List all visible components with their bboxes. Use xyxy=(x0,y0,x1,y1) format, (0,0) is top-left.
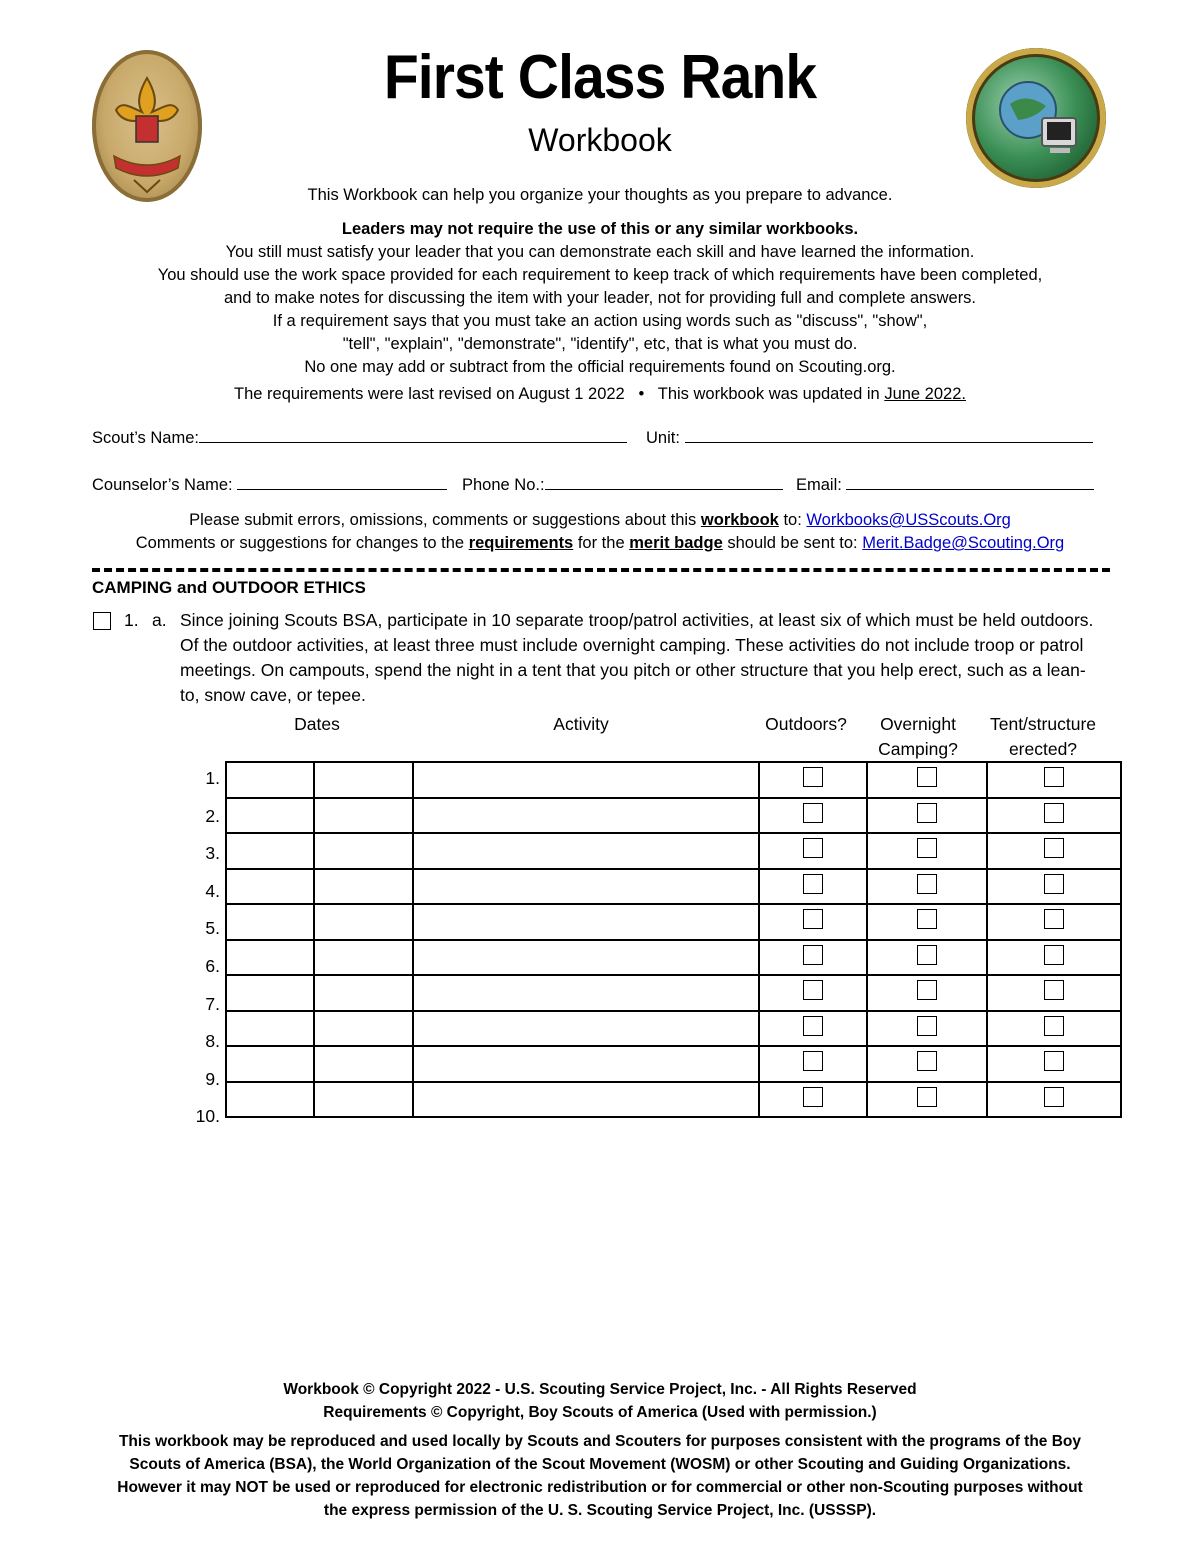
tent-erected-checkbox[interactable] xyxy=(1044,767,1064,787)
workbooks-email-link[interactable]: Workbooks@USScouts.Org xyxy=(806,511,1011,529)
updated-text: This workbook was updated in xyxy=(657,385,880,403)
col-outdoors: Outdoors? xyxy=(765,714,847,734)
tent-erected-checkbox[interactable] xyxy=(1044,1087,1064,1107)
row-number: 8. xyxy=(205,1031,220,1052)
overnight-camping-checkbox[interactable] xyxy=(917,1051,937,1071)
email-blank[interactable] xyxy=(846,475,1094,490)
checkbox-cell[interactable] xyxy=(759,798,867,834)
date-cell[interactable] xyxy=(314,798,413,834)
outdoors-checkbox[interactable] xyxy=(803,945,823,965)
unit-label: Unit: xyxy=(646,429,680,447)
table-row xyxy=(226,869,1121,905)
submit-workbook-word: workbook xyxy=(700,511,779,529)
bullet-separator: • xyxy=(638,385,645,403)
page-subtitle: Workbook xyxy=(528,122,672,158)
activity-cell[interactable] xyxy=(413,869,759,905)
checkbox-cell[interactable] xyxy=(759,940,867,976)
table-row xyxy=(226,833,1121,869)
overnight-camping-checkbox[interactable] xyxy=(917,767,937,787)
counselor-name-field[interactable] xyxy=(92,475,447,495)
checkbox-cell[interactable] xyxy=(867,1082,987,1118)
page-title: First Class Rank xyxy=(383,43,817,112)
date-cell[interactable] xyxy=(226,1011,314,1047)
row-number: 4. xyxy=(205,880,220,901)
outdoors-checkbox[interactable] xyxy=(803,1016,823,1036)
intro-line-3: You still must satisfy your leader that you can demonstrate each skill and have learned the information. xyxy=(225,243,975,261)
overnight-camping-checkbox[interactable] xyxy=(917,909,937,929)
activity-cell[interactable] xyxy=(413,762,759,798)
checkbox-cell[interactable] xyxy=(987,904,1121,940)
intro-line-6: If a requirement says that you must take an action using words such as "discuss", "show", xyxy=(272,312,928,330)
section-heading: CAMPING and OUTDOOR ETHICS xyxy=(92,578,366,597)
table-row xyxy=(226,762,1121,798)
date-cell[interactable] xyxy=(314,904,413,940)
overnight-camping-checkbox[interactable] xyxy=(917,1016,937,1036)
checkbox-cell[interactable] xyxy=(987,975,1121,1011)
table-row xyxy=(226,798,1121,834)
checkbox-cell[interactable] xyxy=(759,975,867,1011)
date-cell[interactable] xyxy=(314,833,413,869)
tent-erected-checkbox[interactable] xyxy=(1044,909,1064,929)
date-cell[interactable] xyxy=(226,940,314,976)
submit-text: Please submit errors, omissions, comments or suggestions about this xyxy=(189,511,697,529)
requirement-number: 1. xyxy=(124,610,139,630)
checkbox-cell[interactable] xyxy=(867,869,987,905)
date-cell[interactable] xyxy=(226,975,314,1011)
date-cell[interactable] xyxy=(314,1011,413,1047)
date-cell[interactable] xyxy=(314,940,413,976)
unit-field[interactable] xyxy=(646,428,1093,448)
revision-line xyxy=(0,383,1200,406)
outdoors-checkbox[interactable] xyxy=(803,980,823,1000)
tent-erected-checkbox[interactable] xyxy=(1044,980,1064,1000)
checkbox-cell[interactable] xyxy=(987,1046,1121,1082)
col-tent xyxy=(977,712,1109,762)
phone-blank[interactable] xyxy=(545,475,783,490)
submit-line-2 xyxy=(0,532,1200,555)
outdoors-checkbox[interactable] xyxy=(803,1051,823,1071)
checkbox-cell[interactable] xyxy=(987,1011,1121,1047)
submit-to-text: to: xyxy=(783,511,802,529)
table-row xyxy=(226,1082,1121,1118)
footer-line-6: the express permission of the U. S. Scouting Service Project, Inc. (USSSP). xyxy=(323,1502,877,1519)
tent-erected-checkbox[interactable] xyxy=(1044,1016,1064,1036)
date-cell[interactable] xyxy=(226,762,314,798)
counselor-name-blank[interactable] xyxy=(237,475,447,490)
date-cell[interactable] xyxy=(226,1046,314,1082)
footer-line-3: This workbook may be reproduced and used locally by Scouts and Scouters for purposes consistent with the programs of the Boy xyxy=(118,1433,1082,1450)
updated-date: June 2022. xyxy=(884,385,966,403)
counselor-name-label: Counselor’s Name: xyxy=(92,476,233,494)
table-row xyxy=(226,904,1121,940)
checkbox-cell[interactable] xyxy=(759,1011,867,1047)
submit-line-1 xyxy=(0,509,1200,532)
checkbox-cell[interactable] xyxy=(759,904,867,940)
col-overnight-line-1: Overnight xyxy=(880,714,956,734)
for-the-text: for the xyxy=(577,534,625,552)
checkbox-cell[interactable] xyxy=(759,762,867,798)
table-row xyxy=(226,1011,1121,1047)
outdoors-checkbox[interactable] xyxy=(803,909,823,929)
checkbox-cell[interactable] xyxy=(987,833,1121,869)
table-row xyxy=(226,1046,1121,1082)
row-number: 10. xyxy=(195,1106,220,1127)
activity-cell[interactable] xyxy=(413,940,759,976)
email-label: Email: xyxy=(796,476,842,494)
outdoors-checkbox[interactable] xyxy=(803,1087,823,1107)
checkbox-cell[interactable] xyxy=(759,1046,867,1082)
outdoors-checkbox[interactable] xyxy=(803,767,823,787)
row-number: 2. xyxy=(205,805,220,826)
revised-text: The requirements were last revised on August 1 2022 xyxy=(234,385,625,403)
checkbox-cell[interactable] xyxy=(759,1082,867,1118)
footer-line-4: Scouts of America (BSA), the World Organization of the Scout Movement (WOSM) or other Scouting and Guiding Organizations. xyxy=(129,1456,1071,1473)
date-cell[interactable] xyxy=(314,1082,413,1118)
col-activity: Activity xyxy=(553,714,609,734)
table-row xyxy=(226,940,1121,976)
overnight-camping-checkbox[interactable] xyxy=(917,874,937,894)
checkbox-cell[interactable] xyxy=(867,904,987,940)
email-field[interactable] xyxy=(796,475,1094,495)
overnight-camping-checkbox[interactable] xyxy=(917,945,937,965)
unit-blank[interactable] xyxy=(685,428,1093,443)
intro-line-4: You should use the work space provided for each requirement to keep track of which requirements have been completed, xyxy=(157,266,1043,284)
requirement-letter: a. xyxy=(152,610,167,630)
checkbox-cell[interactable] xyxy=(987,1082,1121,1118)
date-cell[interactable] xyxy=(314,975,413,1011)
checkbox-cell[interactable] xyxy=(867,975,987,1011)
checkbox-cell[interactable] xyxy=(867,762,987,798)
merit-badge-email-link[interactable]: Merit.Badge@Scouting.Org xyxy=(862,534,1065,552)
activity-cell[interactable] xyxy=(413,1046,759,1082)
phone-label: Phone No.: xyxy=(462,476,545,494)
checkbox-cell[interactable] xyxy=(759,833,867,869)
footer-line-1: Workbook © Copyright 2022 - U.S. Scouting Service Project, Inc. - All Rights Reserved xyxy=(283,1381,917,1398)
tent-erected-checkbox[interactable] xyxy=(1044,874,1064,894)
checkbox-cell[interactable] xyxy=(759,869,867,905)
activity-cell[interactable] xyxy=(413,1011,759,1047)
outdoors-checkbox[interactable] xyxy=(803,838,823,858)
activity-cell[interactable] xyxy=(413,798,759,834)
checkbox-cell[interactable] xyxy=(987,869,1121,905)
activity-cell[interactable] xyxy=(413,904,759,940)
scout-name-field[interactable] xyxy=(92,428,627,448)
tent-erected-checkbox[interactable] xyxy=(1044,1051,1064,1071)
activity-cell[interactable] xyxy=(413,975,759,1011)
date-cell[interactable] xyxy=(226,833,314,869)
row-number: 6. xyxy=(205,956,220,976)
date-cell[interactable] xyxy=(226,869,314,905)
scout-name-label: Scout’s Name: xyxy=(92,429,199,447)
overnight-camping-checkbox[interactable] xyxy=(917,1087,937,1107)
row-number: 3. xyxy=(205,843,220,864)
overnight-camping-checkbox[interactable] xyxy=(917,803,937,823)
scout-name-blank[interactable] xyxy=(199,428,627,443)
date-cell[interactable] xyxy=(314,869,413,905)
row-number: 9. xyxy=(205,1068,220,1089)
footer-line-2: Requirements © Copyright, Boy Scouts of America (Used with permission.) xyxy=(323,1404,877,1421)
checkbox-cell[interactable] xyxy=(867,940,987,976)
tent-erected-checkbox[interactable] xyxy=(1044,945,1064,965)
merit-badge-word: merit badge xyxy=(629,534,723,552)
date-cell[interactable] xyxy=(314,1046,413,1082)
overnight-camping-checkbox[interactable] xyxy=(917,980,937,1000)
row-number: 1. xyxy=(205,768,220,788)
checkbox-cell[interactable] xyxy=(867,1046,987,1082)
col-overnight-line-2: Camping? xyxy=(878,739,958,759)
date-cell[interactable] xyxy=(226,798,314,834)
col-dates: Dates xyxy=(294,714,340,734)
checkbox-cell[interactable] xyxy=(987,798,1121,834)
requirement-text: Since joining Scouts BSA, participate in 10 separate troop/patrol activities, at least six of which must be held outdoors. Of the outdoor activities, at least three must include overnight camping. These activities do not include troop or patrol meetings. On campouts, spend the night in a tent that you pitch or other structure that you help erect, such as a lean-to, snow cave, or tepee. xyxy=(180,610,1094,705)
col-overnight xyxy=(859,712,977,762)
intro-line-7: "tell", "explain", "demonstrate", "identify", etc, that is what you must do. xyxy=(342,335,858,353)
date-cell[interactable] xyxy=(226,1082,314,1118)
date-cell[interactable] xyxy=(314,762,413,798)
date-cell[interactable] xyxy=(226,904,314,940)
phone-field[interactable] xyxy=(462,475,783,495)
intro-line-5: and to make notes for discussing the item with your leader, not for providing full and complete answers. xyxy=(223,289,977,307)
col-tent-line-1: Tent/structure xyxy=(989,714,1097,734)
table-row xyxy=(226,975,1121,1011)
requirement-checkbox[interactable] xyxy=(93,612,111,630)
checkbox-cell[interactable] xyxy=(987,762,1121,798)
row-number: 7. xyxy=(205,993,220,1014)
row-number: 5. xyxy=(205,918,220,939)
requirements-word: requirements xyxy=(468,534,574,552)
checkbox-cell[interactable] xyxy=(867,1011,987,1047)
activity-log-table xyxy=(225,761,1122,1118)
col-tent-line-2: erected? xyxy=(1008,739,1078,759)
intro-line-1: This Workbook can help you organize your thoughts as you prepare to advance. xyxy=(307,186,893,204)
activity-cell[interactable] xyxy=(413,1082,759,1118)
section-divider xyxy=(92,568,1110,572)
checkbox-cell[interactable] xyxy=(987,940,1121,976)
overnight-camping-checkbox[interactable] xyxy=(917,838,937,858)
sent-to-text: should be sent to: xyxy=(727,534,858,552)
checkbox-cell[interactable] xyxy=(867,798,987,834)
checkbox-cell[interactable] xyxy=(867,833,987,869)
tent-erected-checkbox[interactable] xyxy=(1044,838,1064,858)
intro-line-8: No one may add or subtract from the official requirements found on Scouting.org. xyxy=(304,358,896,376)
intro-line-2: Leaders may not require the use of this or any similar workbooks. xyxy=(341,220,859,238)
comments-text: Comments or suggestions for changes to the xyxy=(135,534,465,552)
outdoors-checkbox[interactable] xyxy=(803,874,823,894)
outdoors-checkbox[interactable] xyxy=(803,803,823,823)
footer-line-5: However it may NOT be used or reproduced for electronic redistribution or for commercial or other non-Scouting purposes without xyxy=(117,1479,1083,1496)
tent-erected-checkbox[interactable] xyxy=(1044,803,1064,823)
activity-cell[interactable] xyxy=(413,833,759,869)
